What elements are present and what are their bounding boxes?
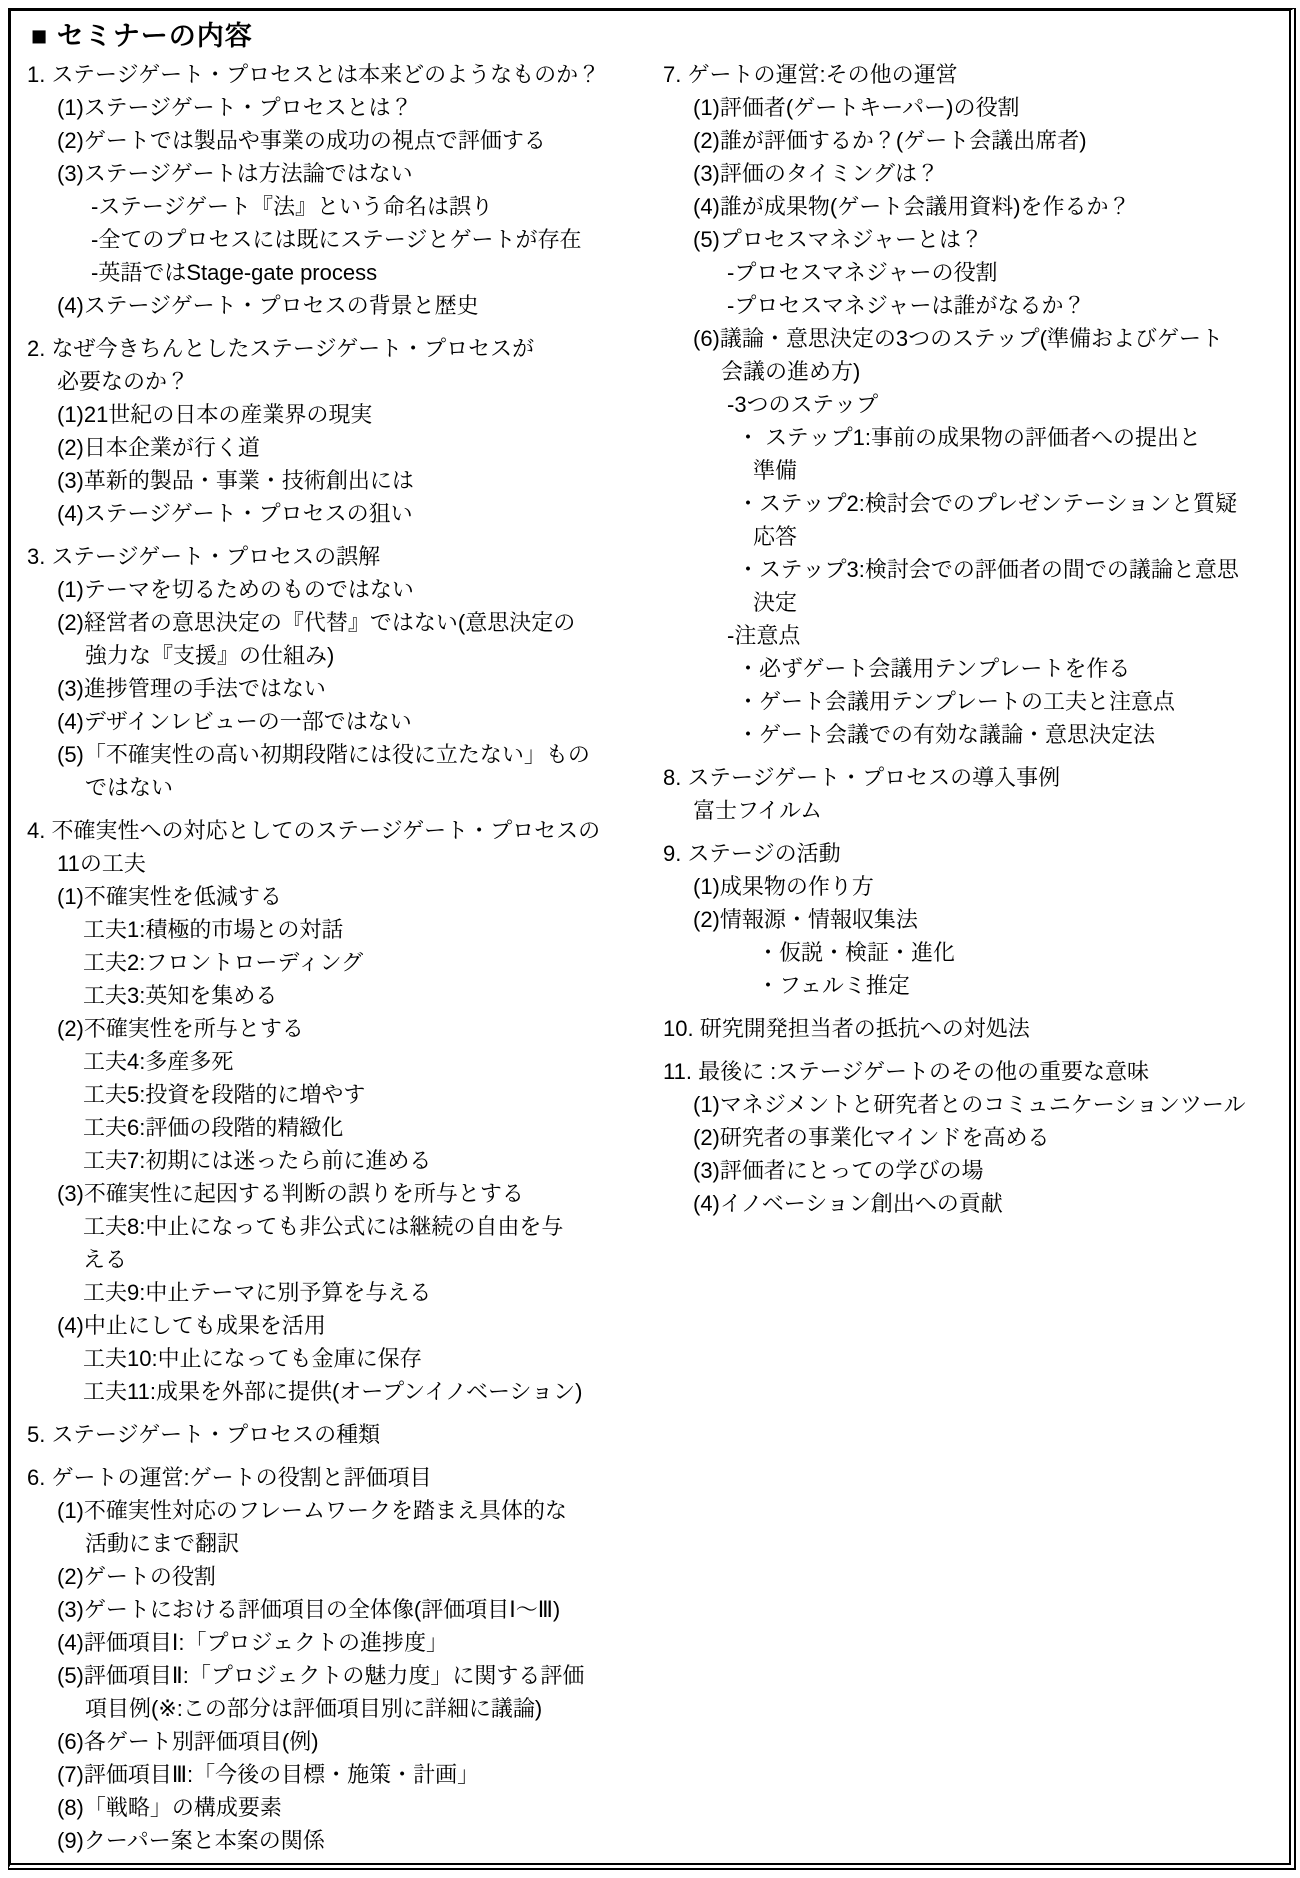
outline-line: 工夫5:投資を段階的に増やす xyxy=(83,1082,366,1107)
outline-line: (1)成果物の作り方 xyxy=(693,874,874,899)
outline-line: (8)「戦略」の構成要素 xyxy=(57,1795,282,1820)
outline-line: (1)マネジメントと研究者とのコミュニケーションツール xyxy=(693,1092,1246,1117)
outline-line: ・ステップ3:検討会での評価者の間での議論と意思 xyxy=(737,557,1239,582)
outline-line: 工夫1:積極的市場との対話 xyxy=(83,917,344,942)
outline-line: -プロセスマネジャーは誰がなるか？ xyxy=(727,293,1086,318)
outline-line: ・必ずゲート会議用テンプレートを作る xyxy=(737,656,1131,681)
outline-line: (4)ステージゲート・プロセスの背景と歴史 xyxy=(57,293,479,318)
outline-line: -プロセスマネジャーの役割 xyxy=(727,260,998,285)
outline-line: -注意点 xyxy=(727,623,801,648)
outline-line: 強力な『支援』の仕組み) xyxy=(85,643,335,668)
outline-line: 工夫11:成果を外部に提供(オープンイノベーション) xyxy=(83,1379,583,1404)
outline-line: 工夫6:評価の段階的精緻化 xyxy=(83,1115,344,1140)
outline-line: (3)評価者にとっての学びの場 xyxy=(693,1158,984,1183)
outline-line: 4. 不確実性への対応としてのステージゲート・プロセスの xyxy=(27,818,601,843)
outline-line: (1)不確実性を低減する xyxy=(57,884,282,909)
outline-line: (1)不確実性対応のフレームワークを踏まえ具体的な xyxy=(57,1498,568,1523)
outline-line: 6. ゲートの運営:ゲートの役割と評価項目 xyxy=(27,1465,432,1490)
outline-line: (2)ゲートでは製品や事業の成功の視点で評価する xyxy=(57,128,546,153)
outline-line: (2)経営者の意思決定の『代替』ではない(意思決定の xyxy=(57,610,576,635)
outline-line: 工夫4:多産多死 xyxy=(83,1049,234,1074)
outline-line: (3)革新的製品・事業・技術創出には xyxy=(57,468,414,493)
outline-line: 工夫2:フロントローディング xyxy=(83,950,364,975)
outline-line: (2)誰が評価するか？(ゲート会議出席者) xyxy=(693,128,1087,153)
outline-line: (1)評価者(ゲートキーパー)の役割 xyxy=(693,95,1020,120)
outline-line: (4)デザインレビューの一部ではない xyxy=(57,709,412,734)
outline-line: (4)誰が成果物(ゲート会議用資料)を作るか？ xyxy=(693,194,1131,219)
outline-line: 準備 xyxy=(753,458,798,483)
outline-line: (3)ステージゲートは方法論ではない xyxy=(57,161,413,186)
outline-line: (1)テーマを切るためのものではない xyxy=(57,577,414,602)
outline-line: (9)クーパー案と本案の関係 xyxy=(57,1828,325,1853)
outline-line: -ステージゲート『法』という命名は誤り xyxy=(91,194,494,219)
outline-line: 3. ステージゲート・プロセスの誤解 xyxy=(27,544,381,569)
outline-line: (2)日本企業が行く道 xyxy=(57,435,260,460)
outline-line: (4)中止にしても成果を活用 xyxy=(57,1313,326,1338)
outline-line: ・ゲート会議用テンプレートの工夫と注意点 xyxy=(737,689,1176,714)
outline-line: (3)不確実性に起因する判断の誤りを所与とする xyxy=(57,1181,524,1206)
outline-line: (3)評価のタイミングは？ xyxy=(693,161,940,186)
outline-line: ・ ステップ1:事前の成果物の評価者への提出と xyxy=(737,425,1202,450)
outline-line: (5)評価項目Ⅱ:「プロジェクトの魅力度」に関する評価 xyxy=(57,1663,585,1688)
outline-line: (4)評価項目Ⅰ:「プロジェクトの進捗度」 xyxy=(57,1630,449,1655)
outline-line: 1. ステージゲート・プロセスとは本来どのようなものか？ xyxy=(27,62,601,87)
outline-line: (3)進捗管理の手法ではない xyxy=(57,676,326,701)
outline-columns xyxy=(25,58,1283,1857)
outline-line: (4)ステージゲート・プロセスの狙い xyxy=(57,501,413,526)
outline-line: 8. ステージゲート・プロセスの導入事例 xyxy=(663,765,1061,790)
outline-line: 11. 最後に :ステージゲートのその他の重要な意味 xyxy=(663,1059,1149,1084)
outline-line: (4)イノベーション創出への貢献 xyxy=(693,1191,1003,1216)
outline-line: -英語ではStage-gate process xyxy=(91,260,378,285)
outline-line: 決定 xyxy=(753,590,798,615)
outline-line: ・ステップ2:検討会でのプレゼンテーションと質疑 xyxy=(737,491,1238,516)
outline-line: 7. ゲートの運営:その他の運営 xyxy=(663,62,958,87)
outline-line: -3つのステップ xyxy=(727,392,879,417)
outline-column-right xyxy=(661,58,1286,1220)
outline-line: える xyxy=(83,1247,128,1272)
outline-line: (3)ゲートにおける評価項目の全体像(評価項目Ⅰ～Ⅲ) xyxy=(57,1597,561,1622)
outline-line: 10. 研究開発担当者の抵抗への対処法 xyxy=(663,1016,1030,1041)
page-title: ■ セミナーの内容 xyxy=(31,21,253,51)
outline-line: 工夫9:中止テーマに別予算を与える xyxy=(83,1280,432,1305)
outline-line: -全てのプロセスには既にステージとゲートが存在 xyxy=(91,227,582,252)
outline-line: 必要なのか？ xyxy=(57,369,190,394)
outline-line: (2)ゲートの役割 xyxy=(57,1564,216,1589)
outline-line: (2)不確実性を所与とする xyxy=(57,1016,304,1041)
outline-line: 2. なぜ今きちんとしたステージゲート・プロセスが xyxy=(27,336,535,361)
outline-line: 9. ステージの活動 xyxy=(663,841,841,866)
document-frame xyxy=(8,8,1296,1870)
outline-line: (6)各ゲート別評価項目(例) xyxy=(57,1729,319,1754)
outline-line: (2)研究者の事業化マインドを高める xyxy=(693,1125,1050,1150)
outline-line: ・フェルミ推定 xyxy=(757,973,910,998)
outline-line: 工夫8:中止になっても非公式には継続の自由を与 xyxy=(83,1214,564,1239)
outline-line: (7)評価項目Ⅲ:「今後の目標・施策・計画」 xyxy=(57,1762,480,1787)
outline-column-left xyxy=(25,58,661,1857)
outline-line: 工夫7:初期には迷ったら前に進める xyxy=(83,1148,432,1173)
outline-line: (1)ステージゲート・プロセスとは？ xyxy=(57,95,413,120)
outline-line: 5. ステージゲート・プロセスの種類 xyxy=(27,1422,381,1447)
outline-line: 11の工夫 xyxy=(57,851,146,876)
outline-line: 活動にまで翻訳 xyxy=(85,1531,240,1556)
outline-line: (5)プロセスマネジャーとは？ xyxy=(693,227,984,252)
outline-line: ・ゲート会議での有効な議論・意思決定法 xyxy=(737,722,1156,747)
outline-line: (2)情報源・情報収集法 xyxy=(693,907,918,932)
outline-line: 応答 xyxy=(753,524,798,549)
outline-line: 工夫3:英知を集める xyxy=(83,983,278,1008)
outline-line: (6)議論・意思決定の3つのステップ(準備およびゲート xyxy=(693,326,1224,351)
outline-line: ・仮説・検証・進化 xyxy=(757,940,956,965)
outline-line: 富士フイルム xyxy=(693,798,823,823)
outline-line: ではない xyxy=(85,775,174,800)
outline-line: 会議の進め方) xyxy=(721,359,861,384)
outline-line: 工夫10:中止になっても金庫に保存 xyxy=(83,1346,422,1371)
outline-line: 項目例(※:この部分は評価項目別に詳細に議論) xyxy=(85,1696,543,1721)
outline-line: (5)「不確実性の高い初期段階には役に立たない」もの xyxy=(57,742,590,767)
outline-line: (1)21世紀の日本の産業界の現実 xyxy=(57,402,373,427)
